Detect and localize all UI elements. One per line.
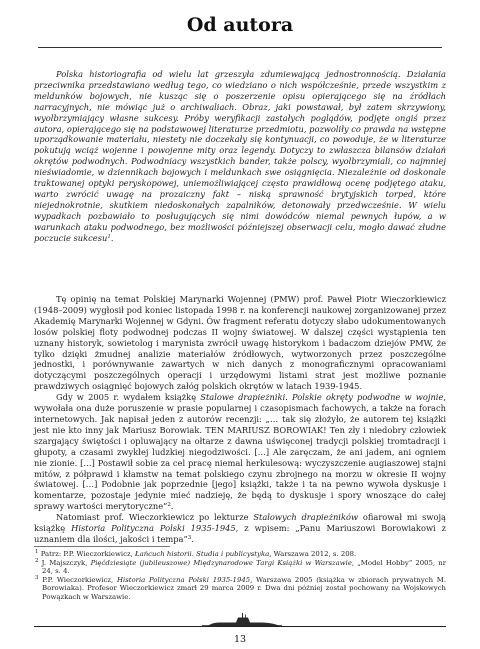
footnote-ref: 1: [107, 233, 111, 240]
footnote-divider: [34, 546, 170, 547]
italic-title: Łańcuch historii. Studia i publicystyka: [134, 550, 270, 558]
submarine-icon: [200, 612, 284, 634]
text-run: Gdy w 2005 r. wydałem książkę: [56, 392, 201, 403]
text-run: , Warszawa 2012, s. 208.: [269, 550, 357, 558]
italic-title: Historia Polityczna Polski 1935-1945: [71, 523, 236, 534]
body-paragraph: [34, 512, 446, 545]
body-text: [34, 294, 446, 545]
footnote: [34, 550, 446, 559]
italic-title: Stalowych drapieżników: [253, 512, 359, 523]
footnote-ref: 1: [35, 549, 39, 555]
text-run: J. Majszczyk,: [38, 558, 91, 567]
footnote-ref: 2: [35, 557, 39, 564]
footnote-ref: 3: [35, 574, 39, 581]
italic-title: Pięćdziesiąte (jubileuszowe) Międzynarodowe Targi Książki w Warszawie: [90, 558, 352, 567]
text-run: .: [191, 533, 194, 544]
text-run: , „Model Hobby” 2005, nr 24, s. 4.: [42, 558, 446, 575]
footnote-ref: 2: [167, 502, 171, 509]
intro-quote: Polska historiografia od wielu lat grzeszyła zdumiewającą jednostronnością. Działania przeciwnika przedstawiano według tego, co wiedziano o nich współcześnie, przede wszystkim z meldunków bojowych, nie kusząc się o poszerzenie opisu opierającego się na źródłach narracyjnych, nie mówiąc już o archiwaliach. Obraz, jaki powstawał, był zatem skrzywiony, wyolbrzymiający własne sukcesy. Próby weryfikacji zastałych poglądów, podjęte ongiś przez autora, opierającego się na podstawowej literaturze przedmiotu, pozwoliły co prawda na wstępne uporządkowanie materiału, niestety nie doczekały się kontynuacji, co powoduje, że w literaturze pokutują wciąż wojenne i powojenne mity oraz legendy. Dotyczy to zwłaszcza bilansów działań okrętów podwodnych. Podwodniacy wszystkich bander, także polscy, wyolbrzymiali, co najmniej nieświadomie, w dziennikach bojowych i meldunkach swe osiągnięcia. Niezależnie od doskonale traktowanej optyki peryskopowej, uniemożliwiającej często prawidłową ocenę podjętego ataku, warto zwrócić uwagę na prozaiczny fakt – niską sprawność brytyjskich torped, które niejednokrotnie, skutkiem niedoskonałych zapalników, detonowały przedwcześnie. W wielu wypadkach pozbawiało to posługujących się nimi dowódców niemal pewnych łupów, a w warunkach ataku podwodnego, bez możliwości późniejszej obserwacji celu, mogło dawać złudne poczucie sukcesu$^1$.: [34, 69, 446, 243]
page-number: 13: [233, 634, 247, 645]
intro-text: Polska historiografia od wielu lat grzeszyła zdumiewającą jednostronnością. Działania przeciwnika przedstawiano według tego, co wiedziano o nich współcześnie, przede wszystkim z meldunków bojowych, nie kusząc się o poszerzenie opisu opierającego się na źródłach narracyjnych, nie mówiąc już o archiwaliach. Obraz, jaki powstawał, był zatem skrzywiony, wyolbrzymiający własne sukcesy. Próby weryfikacji zastałych poglądów, podjęte ongiś przez autora, opierającego się na podstawowej literaturze przedmiotu, pozwoliły co prawda na wstępne uporządkowanie materiału, niestety nie doczekały się kontynuacji, co powoduje, że w literaturze pokutują wciąż wojenne i powojenne mity oraz legendy. Dotyczy to zwłaszcza bilansów działań okrętów podwodnych. Podwodniacy wszystkich bander, także polscy, wyolbrzymiali, co najmniej nieświadomie, w dziennikach bojowych i meldunkach swe osiągnięcia. Niezależnie od doskonale traktowanej optyki peryskopowej, uniemożliwiającej często prawidłową ocenę podjętego ataku, warto zwrócić uwagę na prozaiczny fakt – niską sprawność brytyjskich torped, które niejednokrotnie, skutkiem niedoskonałych zapalników, detonowały przedwcześnie. W wielu wypadkach pozbawiało to posługujących się nimi dowódców niemal pewnych łupów, a w warunkach ataku podwodnego, bez możliwości późniejszej obserwacji celu, mogło dawać złudne poczucie sukcesu: [34, 69, 446, 243]
text-run: .: [170, 501, 174, 512]
footnote-ref: 3: [187, 534, 192, 541]
footnote: [34, 576, 446, 602]
body-paragraph: [34, 392, 446, 512]
text-run: ofiarował mi swoją książkę: [34, 512, 446, 534]
text-run: , z wpisem: „Panu Mariuszowi Borowiakowi z uznaniem dla ilości, jakości i tempa”: [34, 523, 446, 544]
footnotes: [34, 550, 446, 601]
page-footer: [34, 612, 446, 648]
page-title: Od autora: [186, 14, 294, 36]
footnote: [34, 559, 446, 576]
text-run: , wywołała ona duże poruszenie w prasie popularnej i czasopismach fachowych, a także na forach internetowych. Jak napisał jeden z autorów recenzji: „… tak się złożyło, że autorem tej książki jest nie kto inny jak Mariusz Borowiak. TEN MARIUSZ BOROWIAK! Ten zły i niedobry człowiek szargający świętości i opluwający na ołtarze z dawna uświęconej tradycji polskiej tromtadracji i głupoty, a czasami zwykłej ludzkiej niegodziwości. […] Ale zaręczam, że ani jadem, ani ogniem nie zionie. […] Postawił sobie za cel pracę niemal herkulesową: wyczyszczenie augiaszowej stajni mitów, z półprawd i kłamstw na temat polskiego czynu zbrojnego na morzu w okresie II wojny światowej. […] Podobnie jak poprzednie [jego] książki, także i ta na pewno wywoła dyskusje i komentarze, pozostaje jedynie mieć nadzieję, że będą to dyskusje i spory wnoszące do całej sprawy wartości merytoryczne”: [34, 392, 446, 512]
text-run: Tę opinię na temat Polskiej Marynarki Wojennej (PMW) prof. Paweł Piotr Wieczorkiewicz (1948–2009) wygłosił pod koniec listopada 1998 r. na konferencji naukowej zorganizowanej przez Akademię Marynarki Wojennej w Gdyni. Ów fragment referatu dotyczy słabo udokumentowanych losów polskiej floty podwodnej podczas II wojny światowej. W dalszej części wystąpienia ten uznany historyk, sowietolog i marynista zwrócił uwagę historykom i badaczom dziejów PMW, że tylko dzięki żmudnej analizie materiałów źródłowych, wytworzonych przez poszczególne jednostki, i porównywanie zawartych w nich danych z monograficznymi opracowaniami dotyczącymi poszczególnych operacji i urzędowymi listami strat jest możliwe poznanie prawdziwych osiągnięć bojowych załóg polskich okrętów w latach 1939-1945.: [34, 294, 446, 392]
italic-title: Historia Polityczna Polski 1935-1945: [116, 575, 251, 584]
italic-title: Stalowe drapieżniki. Polskie okręty podwodne w wojnie: [200, 392, 444, 403]
text-run: Patrz: P.P. Wieczorkiewicz,: [38, 550, 135, 558]
footer-divider: [34, 626, 446, 627]
text-run: Natomiast prof. Wieczorkiewicz po lekturze: [56, 512, 254, 523]
text-run: P.P. Wieczorkiewicz,: [38, 575, 117, 584]
text-run: , Warszawa 2005 (książka w zbiorach prywatnych M. Borowiaka). Profesor Wieczorkiewicz zmarł 29 marca 2009 r. Dwa dni później został pochowany na Wojskowych Powązkach w Warszawie.: [42, 575, 447, 601]
body-paragraph: [34, 294, 446, 392]
title-divider: [38, 47, 442, 48]
